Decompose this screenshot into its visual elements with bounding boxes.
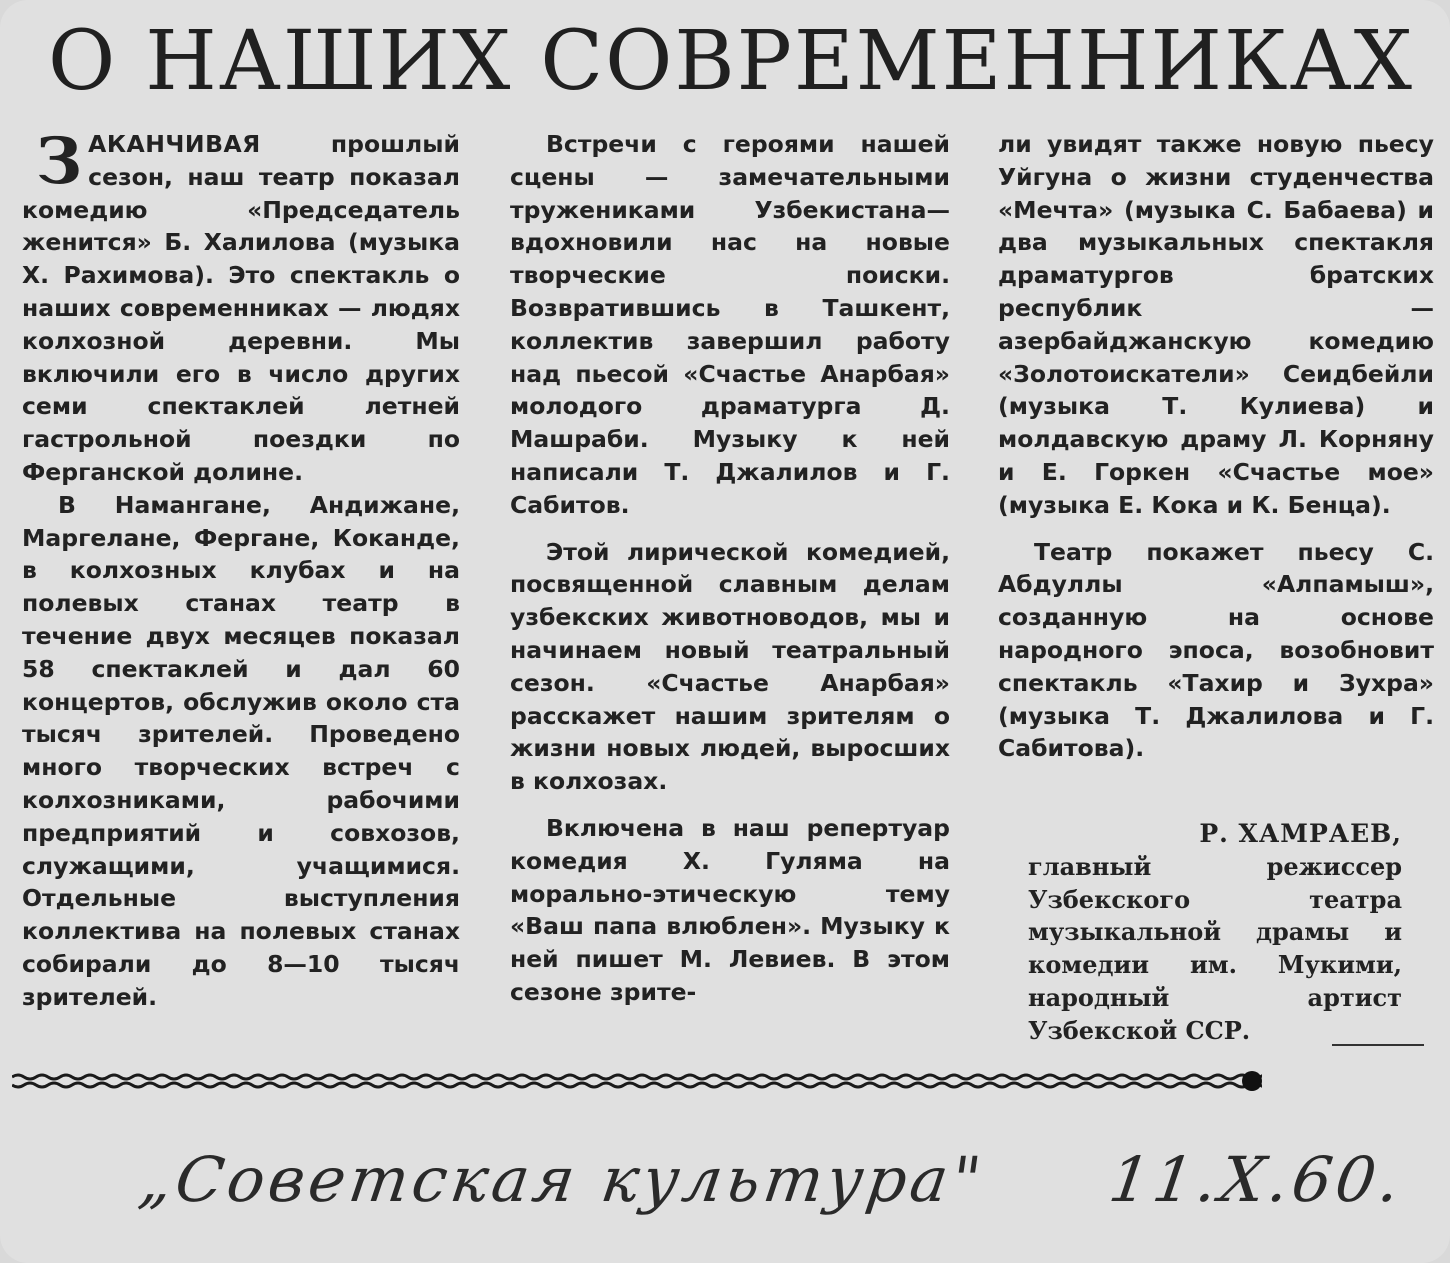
handwritten-source-note (133, 1130, 1409, 1230)
article-column-2 (510, 128, 950, 1009)
headline: О НАШИХ СОВРЕМЕННИКАХ (48, 14, 1414, 109)
handwritten-source: „Советская культура" (134, 1143, 990, 1216)
article-column-3 (998, 128, 1434, 765)
paragraph: Включена в наш репертуар комедия Х. Гуляма на морально-этическую тему «Ваш папа влюблен». Музыку к ней пишет М. Левиев. В этом сезоне зрите- (510, 813, 950, 1006)
paragraph (22, 124, 460, 489)
paragraph: Театр покажет пьесу С. Абдуллы «Алпамыш», созданную на основе народного эпоса, возобновит спектакль «Тахир и Зухра» (музыка Т. Джалилова и Г. Сабитова). (998, 537, 1434, 763)
paragraph: В Намангане, Андижане, Маргелане, Фергане, Коканде, в колхозных клубах и на полевых станах театр в течение двух месяцев показал 58 спектаклей и дал 60 концертов, обслужив около ста тысяч зрителей. Проведено много творческих встреч с колхозниками, рабочими предприятий и совхозов, служащими, учащимися. Отдельные выступления коллектива на полевых станах собирали до 8—10 тысяч зрителей. (22, 490, 460, 1011)
paragraph-text: прошлый сезон, наш театр показал комедию «Председатель женится» Б. Халилова (музыка Х. Рахимова). Это спектакль о наших современниках — людях колхозной деревни. Мы включили его в число других семи спектаклей летней гастрольной поездки по Ферганской долине. (22, 130, 460, 486)
drop-cap: З (36, 124, 83, 199)
lead-in-caps: АКАНЧИВАЯ (88, 130, 261, 158)
author-title: главный режиссер Узбекского театра музыкальной драмы и комедии им. Мукими, народный артист Узбекской ССР. (1028, 851, 1402, 1045)
paragraph: Встречи с героями нашей сцены — замечательными тружениками Узбекистана— вдохновили нас на новые творческие поиски. Возвратившись в Ташкент, коллектив завершил работу над пьесой «Счастье Анарбая» молодого драматурга Д. Машраби. Музыку к ней написали Т. Джалилов и Г. Сабитов. (510, 130, 950, 519)
author-signature (1022, 818, 1402, 1048)
decorative-wavy-rule (12, 1070, 1262, 1092)
paragraph: ли увидят также новую пьесу Уйгуна о жизни студенчества «Мечта» (музыка С. Бабаева) и два музыкальных спектакля драматургов братских республик — азербайджанскую комедию «Золотоискатели» Сеидбейли (музыка Т. Кулиева) и молдавскую драму Л. Корняну и Е. Горкен «Счастье мое» (музыка Е. Кока и К. Бенца). (998, 130, 1434, 519)
paragraph: Этой лирической комедией, посвященной славным делам узбекских животноводов, мы и начинаем новый театральный сезон. «Счастье Анарбая» расскажет нашим зрителям о жизни новых людей, выросших в колхозах. (510, 537, 950, 796)
handwritten-date: 11.Х.60. (1104, 1143, 1409, 1216)
article-column-1 (22, 124, 460, 1014)
end-mark-rule (1332, 1044, 1424, 1046)
author-name: Р. ХАМРАЕВ, (1199, 819, 1402, 848)
